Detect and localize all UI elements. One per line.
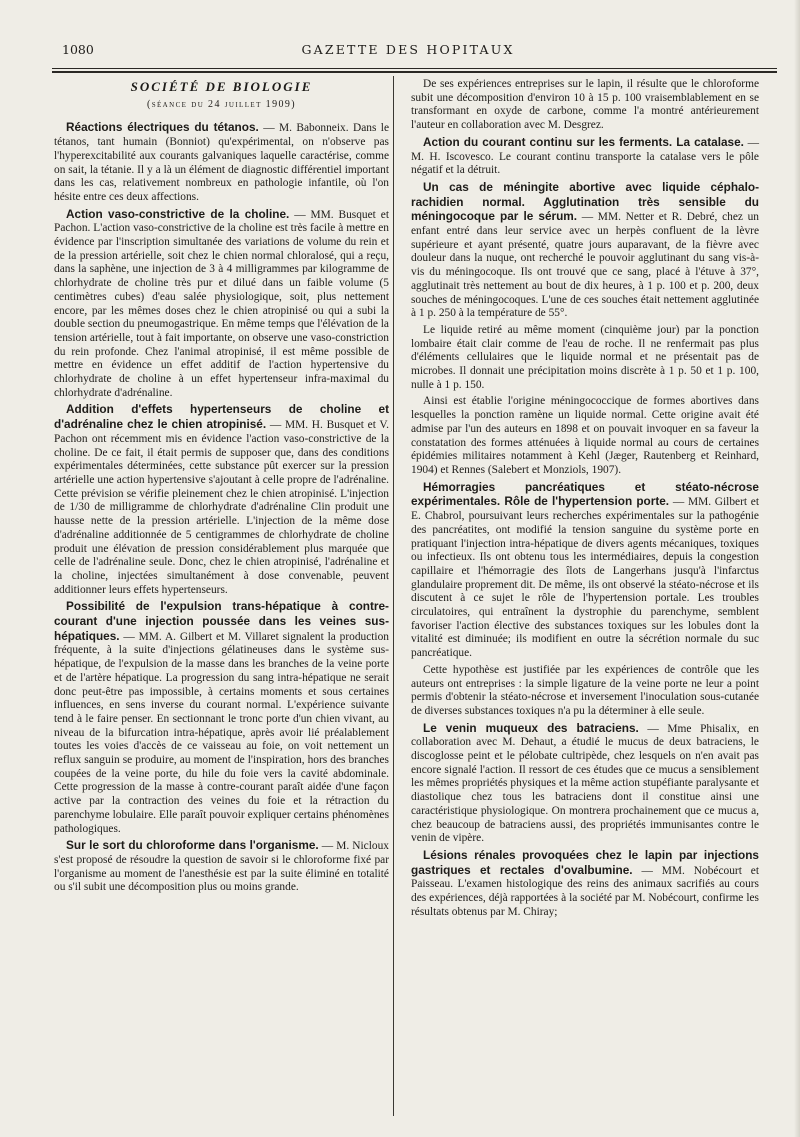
paragraph (411, 481, 759, 661)
paragraph-heading: Hémorragies pancréatiques et stéato-nécrose expérimentales. Rôle de l'hypertension porte. (411, 479, 759, 509)
paragraph (54, 403, 389, 597)
paragraph-text: — M. Babonneix. Dans le tétanos, tant humain (Bonniot) qu'expérimental, on n'observe pas l'hyperexcitabilité aux courants galvaniques laquelle caractérise, comme on sait, la tétanie. Il y a là un élément de diagnostic différentiel important dans les cas, relativement nombreux en pathologie infantile, où l'on hésite entre ces deux affections. (54, 122, 389, 203)
paragraph-text: — M. H. Iscovesco. Le courant continu transporte la catalase vers le pôle négatif et la détruit. (411, 136, 759, 177)
right-column (411, 78, 759, 922)
paragraph-heading: Le venin muqueux des batraciens. (423, 720, 639, 735)
paragraph-text: Ainsi est établie l'origine méningococcique de formes abortives dans lesquelles la ponction ramène un liquide normal. Cette origine avait été admise par l'un des auteurs en 1898 et on pouvait invoquer en sa faveur la constatation des formes atténuées à liquide normal au cours de certaines épidémies militaires notamment à Kehl (Jæger, Rautenberg et Reinhard, 1904) et Rennes (Salebert et Monziols, 1907). (411, 395, 759, 476)
paragraph-text: — MM. Netter et R. Debré, chez un enfant entré dans leur service avec un herpès confluent de la lèvre supérieure et ayant présenté, quatre jours auparavant, de la fièvre avec douleur dans la nuque, ont recherché le pouvoir agglutinant du sang vis-à-vis du méningocoque. Ils ont trouvé que ce sang, placé à l'étuve à 37°, agglutinait très nettement au bout de dix heures, à 1 p. 100 et p. 200, deux souches de méningocoques. L'une de ces souches était nettement agglutinée à 1 p. 250 à la température de 55°. (411, 211, 759, 320)
paragraph-heading: Un cas de méningite abortive avec liquide céphalo-rachidien normal. Agglutination très sensible du méningocoque par le sérum. (411, 179, 759, 224)
page-number: 1080 (62, 42, 94, 57)
section-title: SOCIÉTÉ DE BIOLOGIE (130, 79, 313, 94)
paragraph-heading: Lésions rénales provoquées chez le lapin par injections gastriques et rectales d'ovalbumine. (411, 847, 759, 877)
paragraph-text: — MM. Busquet et Pachon. L'action vaso-constrictive de la choline est très facile à mettre en évidence par l'inscription simultanée des variations de volume du rein et de la pression artérielle, soit chez le chien normal chloralosé, qui a reçu, dans la saphène, une injection de 3 à 4 milligrammes par kilogramme de chlorhydrate de choline très pur et dilué dans un faible volume (5 centimètres cubes) d'eau salée physiologique, soit, plus nettement encore, par les mêmes doses chez le chien atropinisé ou qui a subi la double section du pneumogastrique. En même temps que l'élévation de la tension artérielle, tout à fait importante, on observe une vaso-constriction du rein profonde. Chez l'animal atropinisé, il est même possible de mettre en évidence un effet additif de l'action hypertensive du chlorhydrate de choline à un effet hypertenseur infra-maximal du chlorhydrate d'adrénaline. (54, 208, 389, 399)
paragraph (411, 395, 759, 477)
paragraph (411, 181, 759, 321)
paragraph-text: — MM. Nobécourt et Paisseau. L'examen histologique des reins des animaux sacrifiés au cours des expériences, déjà rapportées à la société par M. Nobécourt, confirme les résultats obtenus par M. Chiray; (411, 864, 759, 918)
paragraph (411, 136, 759, 178)
page-header (52, 36, 764, 64)
paragraph (411, 78, 759, 133)
paragraph-text: — MM. H. Busquet et V. Pachon ont récemment mis en évidence l'action vaso-constrictive de la choline. De ce fait, il était permis de supposer que, dans des conditions expérimentales déterminées, cette substance pût exercer sur la pression artérielle une action hypertensive s'ajoutant à celle propre de l'adrénaline. Cette prévision se vérifie pleinement chez le chien atropinisé. L'injection de 1/30 de milligramme de chlorhydrate d'adrénaline Clin produit une hausse nette de la pression artérielle. L'injection de la même dose d'adrénaline additionnée de 5 centigrammes de chlorhydrate de choline produit une élévation de pression considérablement plus marquée que celle de l'adrénaline seule. Donc, chez le chien atropinisé, l'adrénaline et la choline, injectées simultanément à dose convenable, peuvent additionner leurs effets hypertenseurs. (54, 419, 389, 596)
paragraph-text: Le liquide retiré au même moment (cinquième jour) par la ponction lombaire était clair comme de l'eau de roche. Il ne renfermait pas plus d'éléments cellulaires que le liquide normal et ne présentait pas de microbes. Il donnait une précipitation moins discrète à 1 p. 50 et 1 p. 100, nulle à 1 p. 150. (411, 323, 759, 391)
paragraph-heading: Action du courant continu sur les ferments. La catalase. (423, 134, 744, 149)
paragraph-heading: Addition d'effets hypertenseurs de choline et d'adrénaline chez le chien atropinisé. (54, 402, 389, 432)
paragraph (54, 121, 389, 204)
paragraph (54, 208, 389, 401)
paragraph-text: De ses expériences entreprises sur le lapin, il résulte que le chloroforme subit une décomposition d'environ 10 à 15 p. 100 vraisemblablement en se transformant en oxyde de carbone, comme l'a montré antérieurement l'auteur en collaboration avec M. Desgrez. (411, 78, 759, 132)
paragraph (54, 839, 389, 895)
paragraph (54, 600, 389, 836)
paragraph (411, 849, 759, 920)
paragraph-text: — MM. A. Gilbert et M. Villaret signalent la production fréquente, à la suite d'injections gélatineuses dans le système sus-hépatique, de l'expulsion de la masse dans les branches de la veine porte et de l'artère hépatique. La progression du sang intra-hépatique ne serait donc peut-être pas impossible, à certains moments et sous certaines influences, en sens inverse du courant normal. L'expérience suivante tend à le faire penser. En sectionnant le tronc porte d'un chien vivant, au niveau de la bifurcation intra-hépatique, après avoir lié préalablement toutes les voies d'accès de ce vaisseau au foie, on voit nettement un reflux sanguin se produire, au moment de l'inspiration, hors des branches coupées de la veine porte, du hile du foie vers la cavité abdominale. Cette progression de la masse à contre-courant paraît aidée d'une façon active par la contraction des veines du foie et la rétraction du parenchyme lobulaire. Elle paraît pouvoir expliquer certains phénomènes pathologiques. (54, 630, 389, 835)
paragraph-heading: Sur le sort du chloroforme dans l'organisme. (66, 838, 319, 853)
paragraph-heading: Possibilité de l'expulsion trans-hépatique à contre-courant d'une injection poussée dans les veines sus-hépatiques. (54, 599, 389, 643)
left-paragraphs (54, 121, 389, 895)
paragraph (411, 324, 759, 393)
header-rule (52, 68, 777, 69)
column-divider (393, 76, 394, 1116)
running-title: GAZETTE DES HOPITAUX (301, 42, 515, 57)
paragraph-heading: Réactions électriques du tétanos. (66, 120, 259, 135)
paragraph-text: Cette hypothèse est justifiée par les expériences de contrôle que les auteurs ont entreprises : la simple ligature de la veine porte ne leur a point permis d'obtenir la stéato-nécrose et inversement l'inoculation sous-cutanée de diverses substances toxiques n'a pu la déterminer à elle seule. (411, 663, 759, 717)
left-column (54, 80, 389, 898)
section-subtitle: (séance du 24 juillet 1909) (146, 98, 296, 110)
page-edge-shadow (794, 0, 800, 1137)
paragraph-text: — MM. Gilbert et E. Chabrol, poursuivant leurs recherches expérimentales sur la pathogénie des pancréatites, ont modifié la tension sanguine du système porte en pratiquant l'injection intra-hépatique de divers agents mécaniques, toxiques ou infectieux. Ils ont obtenu tous les intermédiaires, depuis la congestion capillaire et l'hémorragie des îlots de Langerhans jusqu'à l'infarctus glandulaire proprement dit. De même, ils ont observé la stéato-nécrose et ils discutent à ce sujet le rôle de l'hypertension portale. Les troubles circulatoires, qui entraînent la dystrophie du parenchyme, semblent favoriser l'action élective des substances toxiques sur les lobules dont la vitalité est diminuée; ils modifient en outre la sécrétion normale du suc pancréatique. (411, 496, 760, 660)
paragraph (411, 664, 759, 719)
paragraph-text: — Mme Phisalix, en collaboration avec M. Dehaut, a étudié le mucus de deux batraciens, le discoglosse peint et le pélobate cultripède, chez lesquels on n'en avait pas encore signalé l'action. Il ressort de ces études que ce mucus a sensiblement les mêmes propriétés physiques et la même action stupéfiante paralysante et diastolique chez tous les batraciens dont il constitue ainsi une caractéristique physiologique. On montrera prochainement que ce mucus a, chez beaucoup de batraciens aussi, des propriétés immunisantes contre le venin de vipère. (411, 722, 759, 845)
header-rule-double (52, 71, 777, 73)
paragraph-text: — M. Nicloux s'est proposé de résoudre la question de savoir si le chloroforme fixé par l'organisme au moment de l'anesthésie est par la suite éliminé en totalité ou s'il subit une décomposition plus ou moins grande. (54, 840, 389, 894)
paragraph-heading: Action vaso-constrictive de la choline. (66, 206, 290, 221)
paragraph (411, 722, 759, 846)
right-paragraphs (411, 78, 759, 919)
